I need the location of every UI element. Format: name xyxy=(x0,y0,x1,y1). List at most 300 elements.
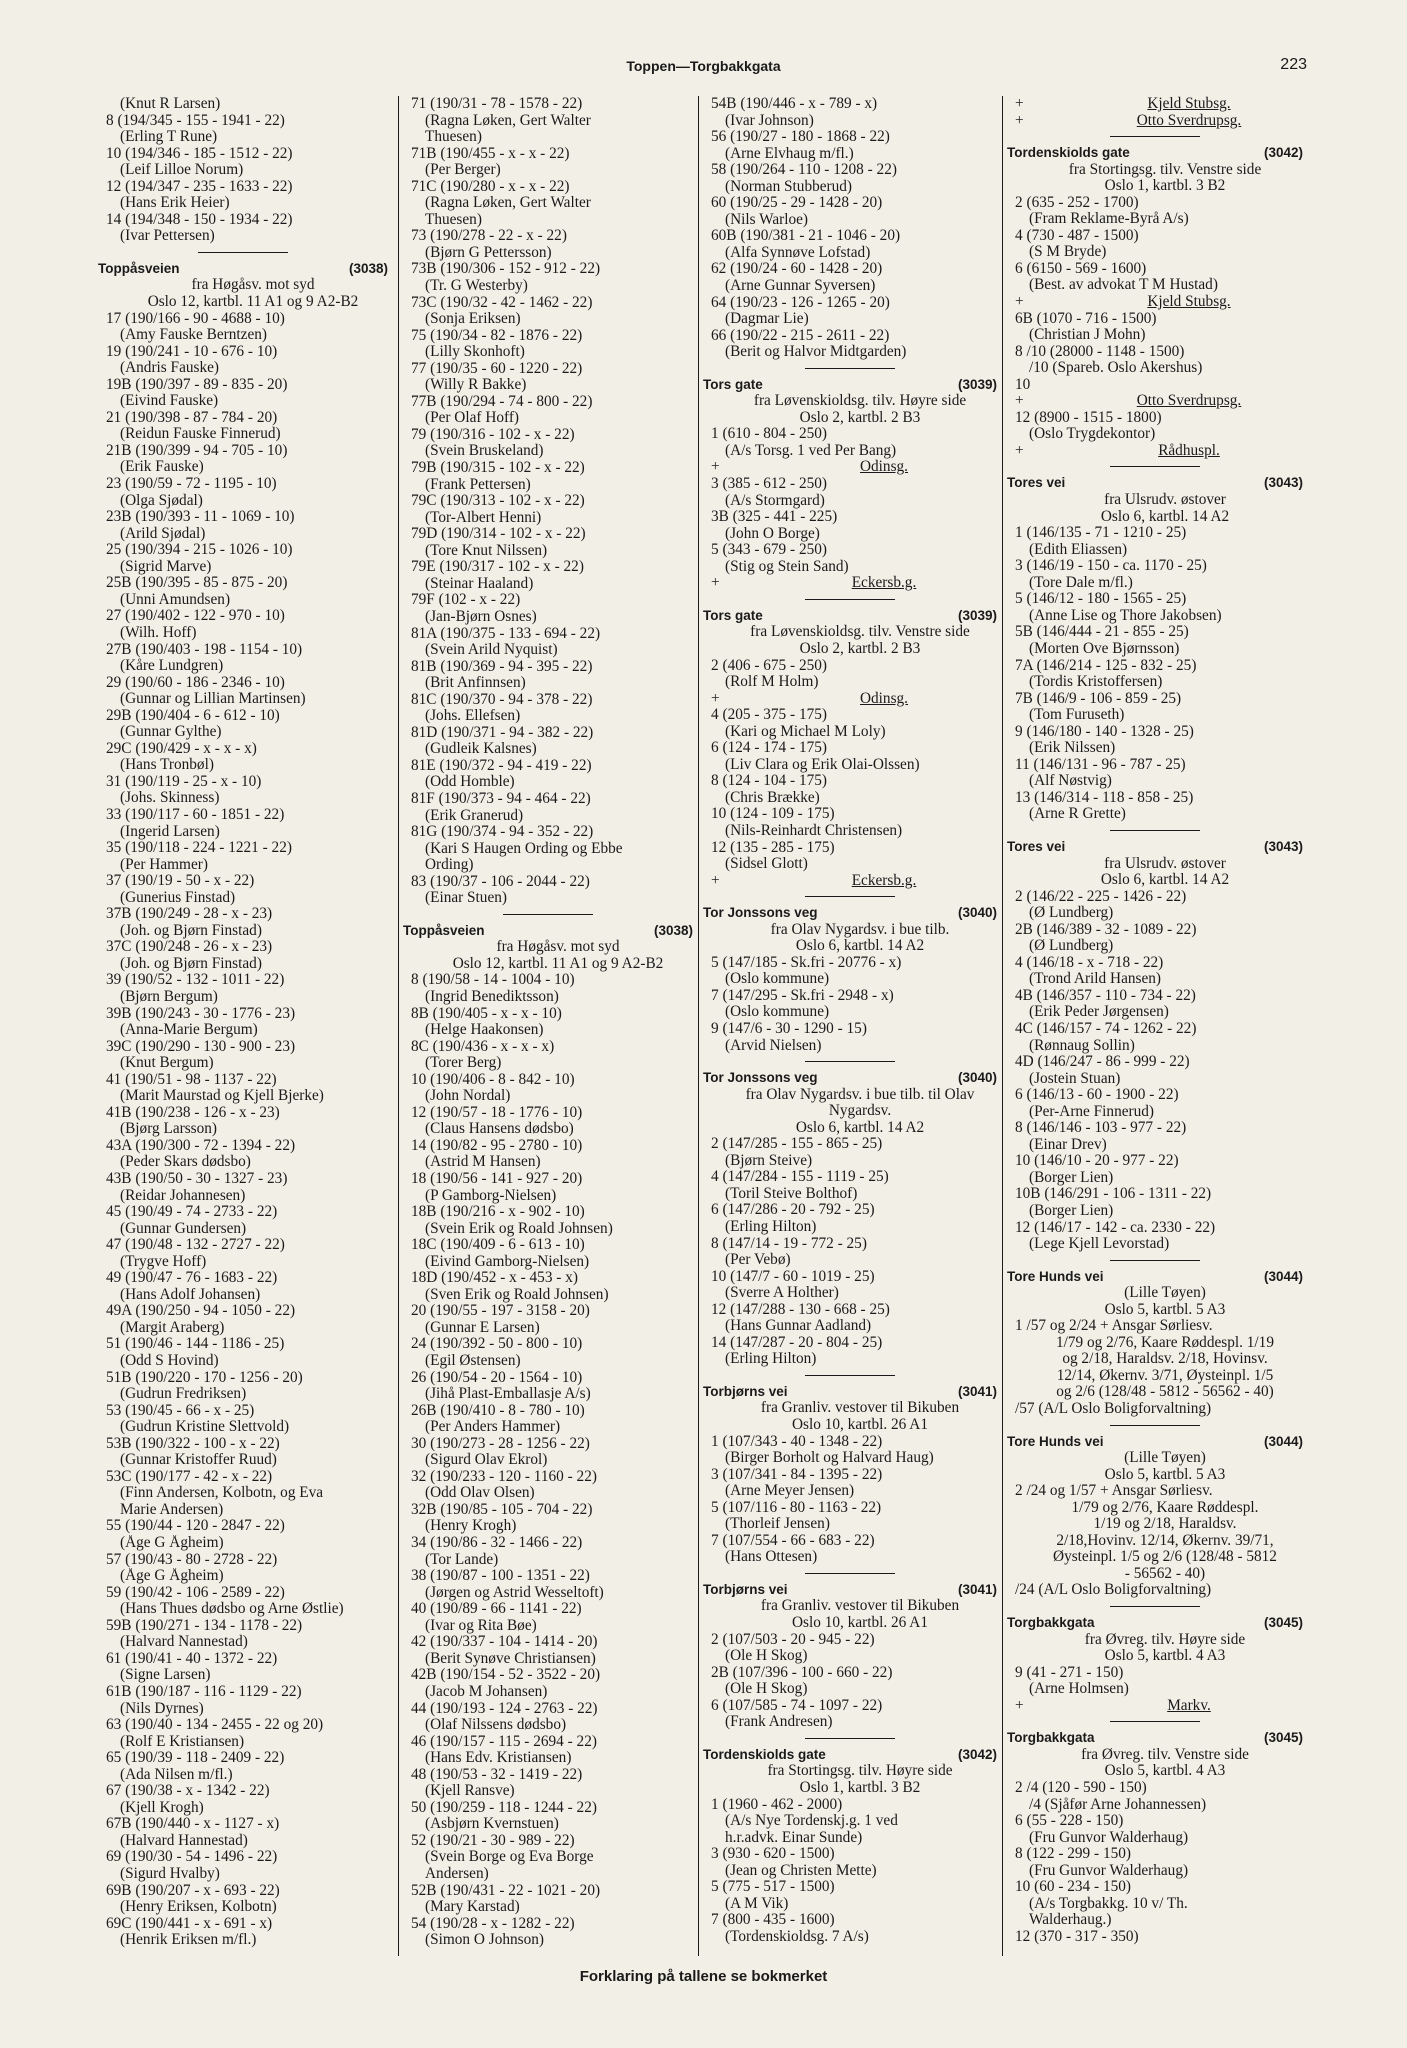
owner-name: (Ivar Johnson) xyxy=(725,112,814,129)
owner-name: (Borger Lien) xyxy=(1029,1203,1114,1219)
street-description: fra Løvenskioldsg. tilv. Venstre side xyxy=(750,624,970,641)
property-entry: 35 (190/118 - 224 - 1221 - 22) xyxy=(106,840,292,857)
owner-name: Andersen) xyxy=(425,1865,489,1882)
owner-name: (Stig og Stein Sand) xyxy=(725,558,849,575)
property-entry: 10B (146/291 - 106 - 1311 - 22) xyxy=(1015,1186,1212,1203)
property-entry: 8 (147/14 - 19 - 772 - 25) xyxy=(711,1235,867,1252)
owner-name: (Halvard Hannestad) xyxy=(120,1832,248,1849)
crossing-street-name: Otto Sverdrupsg. xyxy=(1136,393,1242,410)
street-description: Oslo 12, kartbl. 11 A1 og 9 A2-B2 xyxy=(147,294,359,311)
street-heading xyxy=(1007,1269,1303,1286)
owner-name: (Eivind Gamborg-Nielsen) xyxy=(425,1253,590,1270)
street-description: fra Øvreg. tilv. Venstre side xyxy=(1081,1746,1249,1763)
property-entry: 2 /4 (120 - 590 - 150) xyxy=(1015,1779,1147,1796)
street-name: Tores vei xyxy=(1007,475,1066,491)
property-entry: 47 (190/48 - 132 - 2727 - 22) xyxy=(106,1237,285,1254)
property-entry: 77 (190/35 - 60 - 1220 - 22) xyxy=(411,360,583,377)
property-entry: 7A (146/214 - 125 - 832 - 25) xyxy=(1015,657,1197,674)
owner-name: (Erling T Rune) xyxy=(120,129,218,146)
street-code: (3039) xyxy=(957,607,997,623)
property-entry: 63 (190/40 - 134 - 2455 - 22 og 20) xyxy=(106,1717,324,1734)
property-entry: 54B (190/446 - x - 789 - x) xyxy=(711,96,878,112)
owner-name: (Best. av advokat T M Hustad) xyxy=(1029,277,1218,294)
street-heading xyxy=(1007,1615,1303,1632)
street-code: (3044) xyxy=(1263,1268,1303,1284)
crossing-street xyxy=(1007,1698,1303,1715)
property-entry: 10 (194/346 - 185 - 1512 - 22) xyxy=(106,145,293,162)
crossing-street-name: Odinsg. xyxy=(859,690,909,707)
street-description: Øysteinpl. 1/5 og 2/6 (128/48 - 5812 xyxy=(1053,1549,1277,1566)
property-entry: 25B (190/395 - 85 - 875 - 20) xyxy=(106,575,288,592)
owner-name: h.r.advk. Einar Sunde) xyxy=(725,1829,863,1846)
owner-name: (Bjørn Steive) xyxy=(725,1152,813,1169)
property-entry: 10 (60 - 234 - 150) xyxy=(1015,1879,1131,1896)
street-name: Torgbakkgata xyxy=(1007,1615,1095,1631)
property-entry: 7 (147/295 - Sk.fri - 2948 - x) xyxy=(711,987,894,1004)
street-name: Tordenskiolds gate xyxy=(703,1746,826,1762)
owner-name: (Gudrun Fredriksen) xyxy=(120,1386,247,1403)
property-entry: 12 (8900 - 1515 - 1800) xyxy=(1015,409,1162,426)
owner-name: (Liv Clara og Erik Olai-Olssen) xyxy=(725,756,920,773)
owner-name: (Fram Reklame-Byrå A/s) xyxy=(1029,211,1189,228)
property-entry: 29 (190/60 - 186 - 2346 - 10) xyxy=(106,674,285,691)
street-name: Tores vei xyxy=(1007,838,1066,854)
property-entry: 1 (610 - 804 - 250) xyxy=(711,426,827,443)
property-entry: 2 /24 og 1/57 + Ansgar Sørliesv. xyxy=(1015,1483,1213,1500)
owner-name: (Fru Gunvor Walderhaug) xyxy=(1029,1829,1189,1846)
street-description: Oslo 6, kartbl. 14 A2 xyxy=(795,1119,925,1136)
owner-name: (Arne Holmsen) xyxy=(1029,1681,1129,1698)
property-entry: 61B (190/187 - 116 - 1129 - 22) xyxy=(106,1683,302,1700)
property-entry: 4B (146/357 - 110 - 734 - 22) xyxy=(1015,987,1196,1004)
column-2 xyxy=(398,96,693,1956)
owner-name: (Erling Hilton) xyxy=(725,1351,817,1368)
property-entry: 24 (190/392 - 50 - 800 - 10) xyxy=(411,1336,583,1353)
owner-name: (A/s Torgbakkg. 10 v/ Th. xyxy=(1029,1895,1188,1912)
property-entry: 23B (190/393 - 11 - 1069 - 10) xyxy=(106,509,295,526)
property-entry: 2B (146/389 - 32 - 1089 - 22) xyxy=(1015,921,1197,938)
section-divider xyxy=(1110,830,1200,831)
owner-name: Marie Andersen) xyxy=(120,1501,224,1518)
property-entry: 6 (107/585 - 74 - 1097 - 22) xyxy=(711,1697,883,1714)
owner-name: (Arne R Grette) xyxy=(1029,806,1126,823)
property-entry: 10 (124 - 109 - 175) xyxy=(711,806,835,823)
property-entry: 38 (190/87 - 100 - 1351 - 22) xyxy=(411,1568,590,1585)
property-entry: 83 (190/37 - 106 - 2044 - 22) xyxy=(411,873,590,890)
property-entry: 79D (190/314 - 102 - x - 22) xyxy=(411,526,586,543)
owner-name: (Sverre A Holther) xyxy=(725,1285,839,1302)
street-description: 1/79 og 2/76, Kaare Røddespl. 1/19 xyxy=(1056,1334,1274,1351)
owner-name: (Thorleif Jensen) xyxy=(725,1516,830,1533)
owner-name: (Kari S Haugen Ording og Ebbe xyxy=(425,840,623,857)
owner-name: (Per Berger) xyxy=(425,162,501,179)
owner-name: (Joh. og Bjørn Finstad) xyxy=(120,922,262,939)
owner-name: (Ole H Skog) xyxy=(725,1648,808,1665)
property-entry: 21 (190/398 - 87 - 784 - 20) xyxy=(106,409,278,426)
owner-name: (Anne Lise og Thore Jakobsen) xyxy=(1029,607,1222,624)
property-entry: 4 (147/284 - 155 - 1119 - 25) xyxy=(711,1169,889,1186)
property-entry: 69 (190/30 - 54 - 1496 - 22) xyxy=(106,1849,278,1866)
property-entry: 52 (190/21 - 30 - 989 - 22) xyxy=(411,1832,575,1849)
owner-name: (Tor Lande) xyxy=(425,1551,499,1568)
plus-marker: + xyxy=(1015,393,1024,410)
street-description: 1/79 og 2/76, Kaare Røddespl. xyxy=(1071,1499,1259,1516)
street-description: fra Høgåsv. mot syd xyxy=(496,939,620,956)
property-entry: 25 (190/394 - 215 - 1026 - 10) xyxy=(106,542,293,559)
owner-name: (Åge G Ågheim) xyxy=(120,1535,224,1552)
owner-name: (Peder Skars dødsbo) xyxy=(120,1154,251,1171)
section-divider xyxy=(1110,466,1200,467)
owner-name: (Alf Nøstvig) xyxy=(1029,773,1112,790)
street-description: fra Høgåsv. mot syd xyxy=(191,277,315,294)
section-divider xyxy=(805,1738,895,1739)
owner-name: (Gunnar E Larsen) xyxy=(425,1319,540,1336)
property-entry: 9 (41 - 271 - 150) xyxy=(1015,1664,1124,1681)
street-description: fra Løvenskioldsg. tilv. Høyre side xyxy=(753,393,967,410)
street-description: fra Olav Nygardsv. i bue tilb. til Olav xyxy=(745,1086,975,1103)
owner-name: (Andris Fauske) xyxy=(120,360,219,377)
owner-name: (Alfa Synnøve Lofstad) xyxy=(725,244,871,261)
owner-name: (Ada Nilsen m/fl.) xyxy=(120,1766,233,1783)
property-entry: 20 (190/55 - 197 - 3158 - 20) xyxy=(411,1303,590,1320)
owner-name: (Joh. og Bjørn Finstad) xyxy=(120,955,262,972)
property-entry: 42 (190/337 - 104 - 1414 - 20) xyxy=(411,1634,598,1651)
owner-name: (Trygve Hoff) xyxy=(120,1253,207,1270)
owner-name: (Odd Olav Olsen) xyxy=(425,1485,535,1502)
street-code: (3041) xyxy=(957,1581,997,1597)
street-heading xyxy=(703,608,997,625)
property-entry: 7 (107/554 - 66 - 683 - 22) xyxy=(711,1532,875,1549)
street-name: Toppåsveien xyxy=(98,260,180,276)
property-entry: 6 (6150 - 569 - 1600) xyxy=(1015,260,1147,277)
street-name: Toppåsveien xyxy=(403,922,485,938)
property-entry: 69C (190/441 - x - 691 - x) xyxy=(106,1915,273,1932)
property-entry: 12 (147/288 - 130 - 668 - 25) xyxy=(711,1301,890,1318)
owner-name: (Amy Fauske Berntzen) xyxy=(120,327,267,344)
property-entry: 45 (190/49 - 74 - 2733 - 22) xyxy=(106,1204,278,1221)
street-code: (3042) xyxy=(957,1746,997,1762)
street-name: Tor Jonssons veg xyxy=(703,905,818,921)
property-entry: 1 (146/135 - 71 - 1210 - 25) xyxy=(1015,525,1187,542)
property-entry: 18D (190/452 - x - 453 - x) xyxy=(411,1270,578,1287)
street-heading xyxy=(703,905,997,922)
owner-name: (Olaf Nilssens dødsbo) xyxy=(425,1717,567,1734)
property-entry: 67B (190/440 - x - 1127 - x) xyxy=(106,1816,280,1833)
street-name: Tor Jonssons veg xyxy=(703,1070,818,1086)
street-heading xyxy=(1007,145,1303,162)
owner-name: (Christian J Mohn) xyxy=(1029,327,1146,344)
owner-name: (Henry Eriksen, Kolbotn) xyxy=(120,1899,277,1916)
property-entry: 81D (190/371 - 94 - 382 - 22) xyxy=(411,724,594,741)
owner-name: /10 (Spareb. Oslo Akershus) xyxy=(1029,360,1203,377)
owner-name: (Gunnar Gundersen) xyxy=(120,1220,247,1237)
crossing-street xyxy=(1007,294,1303,311)
property-entry: 59 (190/42 - 106 - 2589 - 22) xyxy=(106,1584,285,1601)
crossing-street-name: Kjeld Stubsg. xyxy=(1147,294,1231,311)
owner-name: (Claus Hansens dødsbo) xyxy=(425,1121,574,1138)
property-entry: 12 (135 - 285 - 175) xyxy=(711,839,835,856)
owner-name: (Bjørn Bergum) xyxy=(120,988,218,1005)
owner-name: (Arvid Nielsen) xyxy=(725,1037,822,1054)
owner-name: (Ingrid Benediktsson) xyxy=(425,988,559,1005)
property-entry: 29B (190/404 - 6 - 612 - 10) xyxy=(106,707,280,724)
crossing-street xyxy=(703,691,997,708)
property-entry: 8 (190/58 - 14 - 1004 - 10) xyxy=(411,972,575,989)
property-entry: 18B (190/216 - x - 902 - 10) xyxy=(411,1204,585,1221)
owner-name: (Jean og Christen Mette) xyxy=(725,1862,877,1879)
crossing-street xyxy=(1007,96,1303,113)
property-entry: 5 (146/12 - 180 - 1565 - 25) xyxy=(1015,591,1187,608)
street-code: (3042) xyxy=(1263,145,1303,161)
owner-name: (Signe Larsen) xyxy=(120,1667,211,1684)
street-description: 12/14, Økernv. 3/71, Øysteinpl. 1/5 xyxy=(1056,1367,1274,1384)
owner-name: (Johs. Ellefsen) xyxy=(425,708,521,725)
street-description: Oslo 2, kartbl. 2 B3 xyxy=(799,640,921,657)
plus-marker: + xyxy=(1015,442,1024,459)
owner-name: (Erik Nilssen) xyxy=(1029,740,1116,757)
property-entry: 10 (190/406 - 8 - 842 - 10) xyxy=(411,1071,575,1088)
property-entry: 12 (194/347 - 235 - 1633 - 22) xyxy=(106,178,293,195)
property-entry: 19 (190/241 - 10 - 676 - 10) xyxy=(106,343,278,360)
property-entry: 5 (343 - 679 - 250) xyxy=(711,542,827,559)
owner-name: (Ivar og Rita Bøe) xyxy=(425,1617,537,1634)
crossing-street xyxy=(1007,113,1303,130)
owner-name: (Chris Brække) xyxy=(725,789,820,806)
street-heading xyxy=(1007,475,1303,492)
street-name: Tore Hunds vei xyxy=(1007,1268,1104,1284)
owner-name: (Ivar Pettersen) xyxy=(120,228,215,245)
owner-name: (Hans Thues dødsbo og Arne Østlie) xyxy=(120,1601,344,1618)
street-description: fra Ulsrudv. østover xyxy=(1104,855,1226,872)
street-heading xyxy=(403,923,693,940)
property-entry: 6B (1070 - 716 - 1500) xyxy=(1015,310,1157,327)
directory-columns xyxy=(98,96,1303,1956)
property-entry: 8 (122 - 299 - 150) xyxy=(1015,1846,1131,1863)
property-entry: 8 (146/146 - 103 - 977 - 22) xyxy=(1015,1120,1187,1137)
owner-name: (Sigrid Marve) xyxy=(120,558,212,575)
owner-name: (Hans Erik Heier) xyxy=(120,195,230,212)
section-divider xyxy=(1110,1425,1200,1426)
owner-name: (Bjørg Larsson) xyxy=(120,1121,218,1138)
plus-marker: + xyxy=(1015,96,1024,112)
owner-name: (Margit Araberg) xyxy=(120,1319,225,1336)
owner-name: (Erik Peder Jørgensen) xyxy=(1029,1004,1169,1021)
property-entry: 11 (146/131 - 96 - 787 - 25) xyxy=(1015,756,1186,773)
owner-name: (Jacob M Johansen) xyxy=(425,1683,548,1700)
property-entry: 1 /57 og 2/24 + Ansgar Sørliesv. xyxy=(1015,1318,1213,1335)
property-entry: 2B (107/396 - 100 - 660 - 22) xyxy=(711,1664,893,1681)
crossing-street xyxy=(703,459,997,476)
street-heading xyxy=(703,1582,997,1599)
property-entry: 8C (190/436 - x - x - x) xyxy=(411,1038,555,1055)
owner-name: (Ragna Løken, Gert Walter xyxy=(425,112,591,129)
property-entry: 2 (406 - 675 - 250) xyxy=(711,657,827,674)
owner-name: (Jan-Bjørn Osnes) xyxy=(425,608,537,625)
owner-name: (Ø Lundberg) xyxy=(1029,905,1114,922)
owner-name: (John Nordal) xyxy=(425,1088,511,1105)
plus-marker: + xyxy=(711,690,720,707)
street-description: og 2/18, Haraldsv. 2/18, Hovinsv. xyxy=(1062,1351,1268,1368)
property-entry: 1 (1960 - 462 - 2000) xyxy=(711,1796,843,1813)
property-entry: 54 (190/28 - x - 1282 - 22) xyxy=(411,1915,575,1932)
owner-name: Walderhaug.) xyxy=(1029,1912,1112,1929)
property-entry: 3 (107/341 - 84 - 1395 - 22) xyxy=(711,1466,883,1483)
owner-name: (Reidar Johannesen) xyxy=(120,1187,246,1204)
section-divider xyxy=(1110,1260,1200,1261)
owner-name: (Halvard Nannestad) xyxy=(120,1634,248,1651)
street-code: (3039) xyxy=(957,376,997,392)
street-description: fra Ulsrudv. østover xyxy=(1104,492,1226,509)
plus-marker: + xyxy=(711,872,720,889)
property-entry: 4 (205 - 375 - 175) xyxy=(711,707,827,724)
property-entry: 3B (325 - 441 - 225) xyxy=(711,509,838,526)
street-description: fra Stortingsg. tilv. Venstre side xyxy=(1068,161,1262,178)
owner-name: (Finn Andersen, Kolbotn, og Eva xyxy=(120,1485,324,1502)
property-entry: 71 (190/31 - 78 - 1578 - 22) xyxy=(411,96,583,112)
property-entry: 79 (190/316 - 102 - x - 22) xyxy=(411,426,575,443)
street-description: Oslo 6, kartbl. 14 A2 xyxy=(1100,508,1230,525)
owner-name: (Astrid M Hansen) xyxy=(425,1154,541,1171)
property-entry: 41B (190/238 - 126 - x - 23) xyxy=(106,1104,280,1121)
property-entry: 26B (190/410 - 8 - 780 - 10) xyxy=(411,1402,585,1419)
property-entry: 3 (930 - 620 - 1500) xyxy=(711,1846,835,1863)
property-entry: 62 (190/24 - 60 - 1428 - 20) xyxy=(711,261,883,278)
property-entry: 66 (190/22 - 215 - 2611 - 22) xyxy=(711,327,890,344)
property-entry: 39 (190/52 - 132 - 1011 - 22) xyxy=(106,972,285,989)
crossing-street xyxy=(1007,393,1303,410)
owner-name: (Per Anders Hammer) xyxy=(425,1419,561,1436)
section-divider xyxy=(805,1573,895,1574)
street-code: (3043) xyxy=(1263,838,1303,854)
running-head: Toppen—Torgbakkgata xyxy=(626,58,781,74)
plus-marker: + xyxy=(1015,294,1024,311)
property-entry: 37B (190/249 - 28 - x - 23) xyxy=(106,906,273,923)
owner-name: (Svein Borge og Eva Borge xyxy=(425,1849,594,1866)
property-entry: 8 (194/345 - 155 - 1941 - 22) xyxy=(106,112,285,129)
owner-name: (Gudrun Kristine Slettvold) xyxy=(120,1419,290,1436)
street-description: Oslo 10, kartbl. 26 A1 xyxy=(792,1615,928,1632)
owner-name: (Knut R Larsen) xyxy=(120,96,221,112)
property-entry: 41 (190/51 - 98 - 1137 - 22) xyxy=(106,1071,277,1088)
owner-name: (Tom Furuseth) xyxy=(1029,707,1125,724)
crossing-street-name: Eckersb.g. xyxy=(851,575,917,592)
street-description: Oslo 5, kartbl. 4 A3 xyxy=(1104,1763,1226,1780)
property-entry: 3 (146/19 - 150 - ca. 1170 - 25) xyxy=(1015,558,1207,575)
section-divider xyxy=(805,1061,895,1062)
owner-name: (Sigurd Olav Ekrol) xyxy=(425,1452,548,1469)
section-divider xyxy=(1110,1721,1200,1722)
property-entry: 8 /10 (28000 - 1148 - 1500) xyxy=(1015,343,1185,360)
owner-name: (Hans Tronbøl) xyxy=(120,757,214,774)
street-description: (Lille Tøyen) xyxy=(1124,1285,1206,1302)
property-entry: 81F (190/373 - 94 - 464 - 22) xyxy=(411,790,591,807)
owner-name: (Gunnar og Lillian Martinsen) xyxy=(120,691,306,708)
street-description: fra Granliv. vestover til Bikuben xyxy=(760,1598,960,1615)
owner-name: (Hans Edv. Kristiansen) xyxy=(425,1750,572,1767)
property-entry: 73B (190/306 - 152 - 912 - 22) xyxy=(411,261,601,278)
street-description: 1/19 og 2/18, Haraldsv. xyxy=(1093,1516,1237,1533)
property-entry: 39C (190/290 - 130 - 900 - 23) xyxy=(106,1038,296,1055)
owner-name: (Sidsel Glott) xyxy=(725,856,808,873)
property-entry: 61 (190/41 - 40 - 1372 - 22) xyxy=(106,1650,278,1667)
street-description: Oslo 1, kartbl. 3 B2 xyxy=(1104,178,1226,195)
crossing-street xyxy=(1007,443,1303,460)
street-name: Torbjørns vei xyxy=(703,1581,788,1597)
section-divider xyxy=(805,1375,895,1376)
street-description: Oslo 2, kartbl. 2 B3 xyxy=(799,409,921,426)
property-entry: 79C (190/313 - 102 - x - 22) xyxy=(411,493,585,510)
property-entry: 51 (190/46 - 144 - 1186 - 25) xyxy=(106,1336,285,1353)
owner-name: (Mary Karstad) xyxy=(425,1899,520,1916)
owner-name: (Jostein Stuan) xyxy=(1029,1070,1121,1087)
owner-name: (Lege Kjell Levorstad) xyxy=(1029,1236,1170,1253)
street-name: Tordenskiolds gate xyxy=(1007,145,1130,161)
owner-name: (Anna-Marie Bergum) xyxy=(120,1022,258,1039)
owner-name: (Kjell Krogh) xyxy=(120,1799,204,1816)
owner-name: (Arne Elvhaug m/fl.) xyxy=(725,145,854,162)
property-entry: 3 (385 - 612 - 250) xyxy=(711,476,827,493)
street-heading xyxy=(703,377,997,394)
owner-name: (Ø Lundberg) xyxy=(1029,938,1114,955)
owner-name: (Berit Synøve Christiansen) xyxy=(425,1650,596,1667)
owner-name: (A M Vik) xyxy=(725,1895,789,1912)
crossing-street-name: Markv. xyxy=(1167,1697,1211,1714)
property-entry: 79F (102 - x - 22) xyxy=(411,592,521,609)
property-entry: 81C (190/370 - 94 - 378 - 22) xyxy=(411,691,593,708)
owner-name: (Per Olaf Hoff) xyxy=(425,410,520,427)
street-description: fra Stortingsg. tilv. Høyre side xyxy=(767,1763,953,1780)
owner-name: (Leif Lilloe Norum) xyxy=(120,162,244,179)
owner-name: (A/s Stormgard) xyxy=(725,492,825,509)
owner-name: (A/s Torsg. 1 ved Per Bang) xyxy=(725,442,897,459)
owner-name: (Oslo kommune) xyxy=(725,971,830,988)
owner-name: (P Gamborg-Nielsen) xyxy=(425,1187,557,1204)
owner-name: (Dagmar Lie) xyxy=(725,311,809,328)
property-entry: 71C (190/280 - x - x - 22) xyxy=(411,178,570,195)
property-entry: 55 (190/44 - 120 - 2847 - 22) xyxy=(106,1518,285,1535)
owner-name: (Tordis Kristoffersen) xyxy=(1029,674,1163,691)
street-name: Tors gate xyxy=(703,607,763,623)
property-entry: 32 (190/233 - 120 - 1160 - 22) xyxy=(411,1468,597,1485)
owner-name: (Nils Warloe) xyxy=(725,211,809,228)
street-heading xyxy=(1007,839,1303,856)
street-code: (3043) xyxy=(1263,475,1303,491)
plus-marker: + xyxy=(1015,112,1024,129)
property-entry: /24 (A/L Oslo Boligforvaltning) xyxy=(1015,1582,1212,1599)
owner-name: (Birger Borholt og Halvard Haug) xyxy=(725,1450,934,1467)
property-entry: 59B (190/271 - 134 - 1178 - 22) xyxy=(106,1617,303,1634)
owner-name: (Knut Bergum) xyxy=(120,1055,214,1072)
street-code: (3045) xyxy=(1263,1615,1303,1631)
street-description: Oslo 5, kartbl. 5 A3 xyxy=(1104,1301,1226,1318)
property-entry: 9 (147/6 - 30 - 1290 - 15) xyxy=(711,1020,867,1037)
property-entry: 2 (635 - 252 - 1700) xyxy=(1015,194,1139,211)
property-entry: 79E (190/317 - 102 - x - 22) xyxy=(411,559,584,576)
property-entry: 5B (146/444 - 21 - 855 - 25) xyxy=(1015,624,1189,641)
property-entry: 29C (190/429 - x - x - x) xyxy=(106,740,257,757)
property-entry: 46 (190/157 - 115 - 2694 - 22) xyxy=(411,1733,597,1750)
owner-name: (Frank Andresen) xyxy=(725,1714,833,1731)
property-entry: 81B (190/369 - 94 - 395 - 22) xyxy=(411,658,593,675)
property-entry: 27B (190/403 - 198 - 1154 - 10) xyxy=(106,641,303,658)
owner-name: (Norman Stubberud) xyxy=(725,178,853,195)
property-entry: 2 (147/285 - 155 - 865 - 25) xyxy=(711,1136,883,1153)
owner-name: (Gunnar Gylthe) xyxy=(120,724,222,741)
property-entry: 44 (190/193 - 124 - 2763 - 22) xyxy=(411,1700,598,1717)
street-code: (3040) xyxy=(957,1070,997,1086)
property-entry: 48 (190/53 - 32 - 1419 - 22) xyxy=(411,1766,583,1783)
plus-marker: + xyxy=(711,459,720,476)
